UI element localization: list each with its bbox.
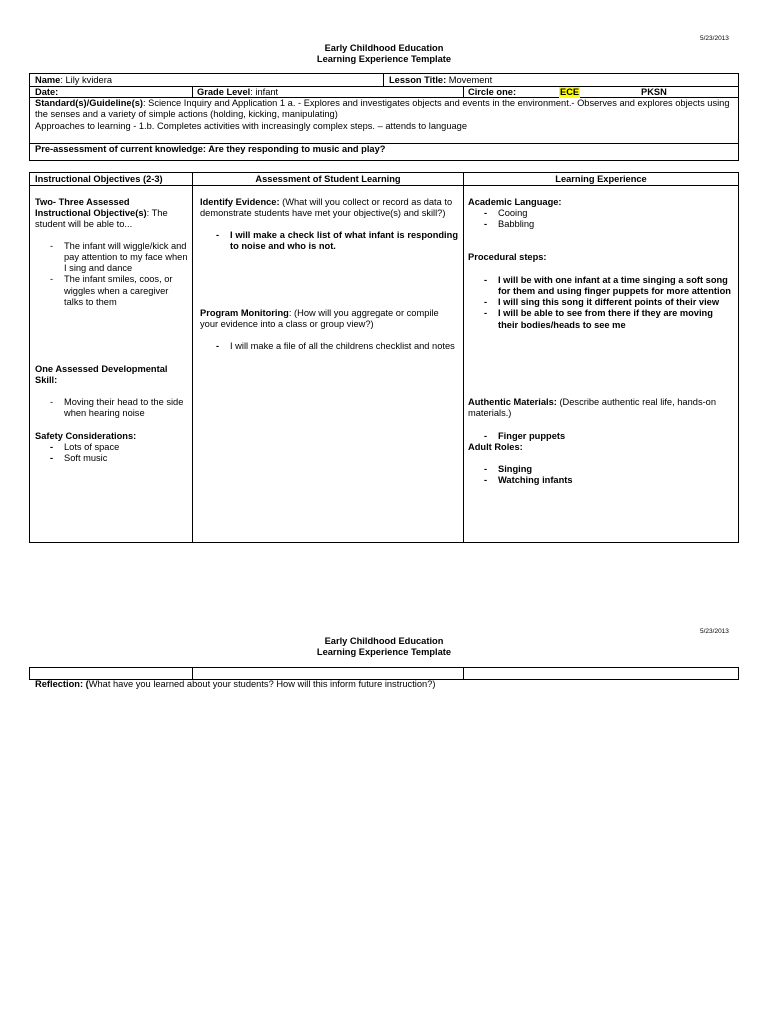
page-date: 5/23/2013	[700, 628, 729, 635]
objectives-intro: Two- Three Assessed Instructional Objective(s): The student will be able to...	[35, 197, 168, 230]
list-item: - Soft music	[44, 453, 184, 464]
circle-one-label: Circle one:	[468, 87, 517, 97]
dev-skills-list	[44, 397, 184, 419]
monitoring-prompt: Program Monitoring: (How will you aggregate or compile your evidence into a class or group view?)	[200, 308, 439, 330]
list-item: - Cooing	[478, 208, 728, 219]
doc-subtitle: Learning Experience Template	[316, 647, 452, 657]
list-item: - Watching infants	[478, 475, 728, 486]
list-item: - The infant will wiggle/kick and pay attention to my face when I sing and dance	[44, 241, 189, 274]
adult-roles-heading: Adult Roles:	[468, 442, 523, 452]
page-date: 5/23/2013	[700, 35, 729, 42]
approaches-text: Approaches to learning - 1.b. Completes activities with increasingly complex steps. – attends to language	[35, 121, 468, 131]
list-item: - Lots of space	[44, 442, 184, 453]
doc-title: Early Childhood Education	[324, 636, 444, 646]
list-item: - Singing	[478, 464, 728, 475]
objectives-list	[44, 241, 189, 308]
lesson-title-field: Lesson Title: Movement	[389, 75, 493, 85]
reflection-prompt: Reflection: (What have you learned about your students? How will this inform future instruction?)	[35, 679, 436, 689]
assessment-column-header: Assessment of Student Learning	[255, 174, 401, 184]
materials-list	[478, 431, 728, 442]
list-item: - Moving their head to the side when hearing noise	[44, 397, 184, 419]
circle-option-pksn: PKSN	[641, 87, 667, 97]
name-field: Name: Lily kvidera	[35, 75, 112, 85]
grade-level-field: Grade Level: infant	[197, 87, 279, 97]
safety-heading: Safety Considerations:	[35, 431, 137, 441]
learning-column-header: Learning Experience	[555, 174, 647, 184]
list-item: - The infant smiles, coos, or wiggles when a caregiver talks to them	[44, 274, 189, 307]
evidence-prompt: Identify Evidence: (What will you collect or record as data to demonstrate students have met your objective(s) and skill?)	[200, 197, 453, 219]
circle-option-ece: ECE	[560, 87, 580, 97]
adult-roles-list	[478, 464, 728, 486]
safety-list	[44, 442, 184, 464]
evidence-list	[210, 230, 458, 252]
list-item: - I will make a file of all the childrens checklist and notes	[210, 341, 458, 352]
list-item: - I will be with one infant at a time singing a soft song for them and using finger puppets for more attention	[478, 275, 733, 297]
list-item: - Finger puppets	[478, 431, 728, 442]
list-item: - Babbling	[478, 219, 728, 230]
doc-subtitle: Learning Experience Template	[316, 54, 452, 64]
procedural-heading: Procedural steps:	[468, 252, 547, 262]
standards-text: Standard(s)/Guideline(s): Science Inquiry and Application 1 a. - Explores and investigates objects and events in the environment.- Observes and explores objects using the senses and a variety of simple actions (holding, kicking, manipulating)	[35, 98, 730, 120]
academic-language-list	[478, 208, 728, 230]
dev-skill-heading: One Assessed Developmental Skill:	[35, 364, 168, 386]
list-item: - I will sing this song it different points of their view	[478, 297, 733, 308]
doc-title: Early Childhood Education	[324, 43, 444, 53]
objectives-column-header: Instructional Objectives (2-3)	[35, 174, 163, 184]
list-item: - I will be able to see from there if they are moving their bodies/heads to see me	[478, 308, 733, 330]
materials-prompt: Authentic Materials: (Describe authentic real life, hands-on materials.)	[468, 397, 717, 419]
academic-language-heading: Academic Language:	[468, 197, 562, 207]
preassessment-text: Pre-assessment of current knowledge: Are they responding to music and play?	[35, 144, 386, 154]
date-label: Date:	[35, 87, 59, 97]
procedural-list	[478, 275, 733, 331]
monitoring-list	[210, 341, 458, 352]
list-item: - I will make a check list of what infant is responding to noise and who is not.	[210, 230, 458, 252]
